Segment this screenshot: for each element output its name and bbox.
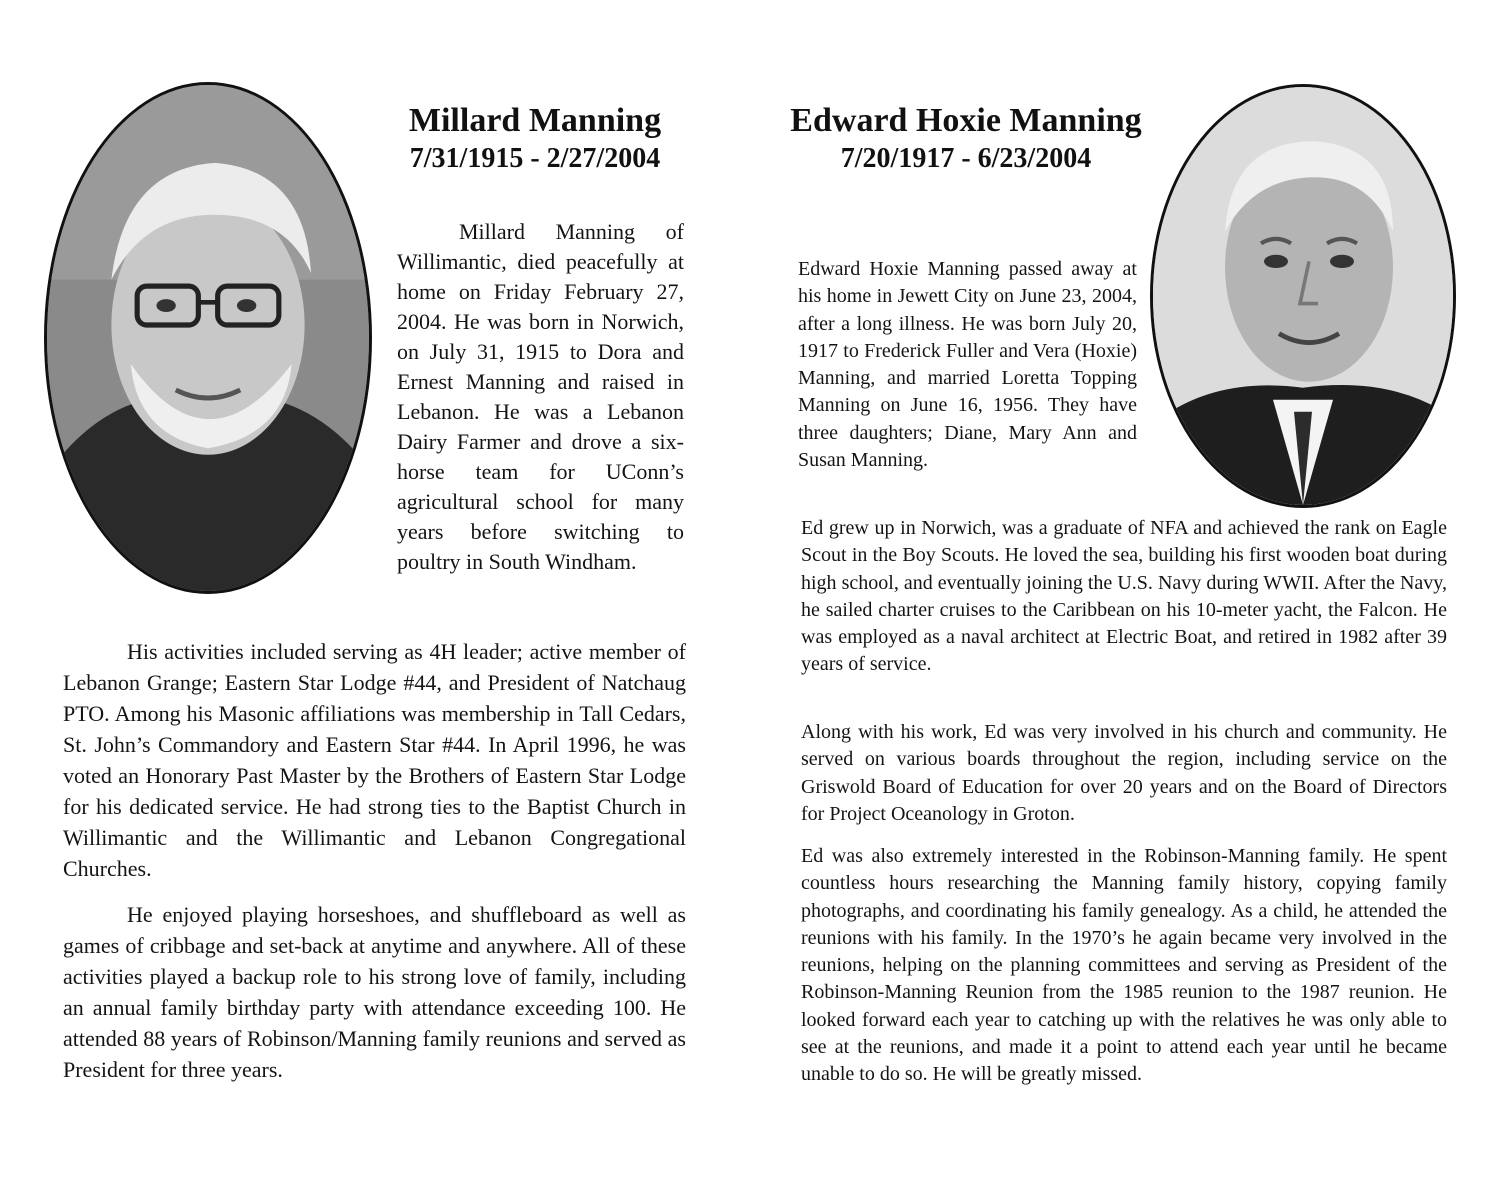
millard-dates-heading: 7/31/1915 - 2/27/2004 [409,143,661,174]
edward-paragraph-3: Along with his work, Ed was very involved in his church and community. He served on various boards throughout the region, including service on the Griswold Board of Education for over 20 years and on the Board of Directors for Project Oceanology in Groton. [801,721,1447,825]
edward-dates-heading: 7/20/1917 - 6/23/2004 [840,143,1092,174]
edward-paragraph-2: Ed grew up in Norwich, was a graduate of NFA and achieved the rank on Eagle Scout in the Boy Scouts. He loved the sea, building his first wooden boat during high school, and eventually joining the U.S. Navy during WWII. After the Navy, he sailed charter cruises to the Caribbean on his 10-meter yacht, the Falcon. He was employed as a naval architect at Electric Boat, and retired in 1982 after 39 years of service. [801,517,1447,676]
edward-paragraph-4: Ed was also extremely interested in the Robinson-Manning family. He spent countless hours researching the Manning family history, copying family photographs, and coordinating his family genealogy. As a child, he attended the reunions with his family. In the 1970’s he again became very involved in the reunions, helping on the planning committees and serving as President of the Robinson-Manning Reunion from the 1985 reunion to the 1987 reunion. He looked forward each year to catching up with the relatives he was only able to see at the reunions, and made it a point to attend each year until he became unable to do so. He will be greatly missed. [801,845,1447,1086]
portrait-photo-edward [1150,84,1456,508]
millard-name-heading: Millard Manning [408,102,662,139]
portrait-illustration-millard [47,85,369,591]
millard-paragraph-2: His activities included serving as 4H leader; active member of Lebanon Grange; Eastern Star Lodge #44, and President of Natchaug PTO. Among his Masonic affiliations was membership in Tall Cedars, St. John’s Commandory and Eastern Star #44. In April 1996, he was voted an Honorary Past Master by the Brothers of Eastern Star Lodge for his dedicated service. He had strong ties to the Baptist Church in Willimantic and the Willimantic and Lebanon Congregational Churches. [63,639,686,881]
millard-paragraph-1: Millard Manning of Willimantic, died peacefully at home on Friday February 27, 2004. He was born in Norwich, on July 31, 1915 to Dora and Ernest Manning and raised in Lebanon. He was a Lebanon Dairy Farmer and drove a six-horse team for UConn’s agricultural school for many years before switching to poultry in South Windham. [397,219,684,574]
millard-paragraph-3: He enjoyed playing horseshoes, and shuffleboard as well as games of cribbage and set-back at anytime and anywhere. All of these activities played a backup role to his strong love of family, including an annual family birthday party with attendance exceeding 100. He attended 88 years of Robinson/Manning family reunions and served as President for three years. [63,902,686,1082]
edward-name-heading: Edward Hoxie Manning [790,102,1142,139]
edward-paragraph-1: Edward Hoxie Manning passed away at his home in Jewett City on June 23, 2004, after a long illness. He was born July 20, 1917 to Frederick Fuller and Vera (Hoxie) Manning, and married Loretta Topping Manning on June 16, 1956. They have three daughters; Diane, Mary Ann and Susan Manning. [798,258,1137,472]
portrait-photo-millard [44,82,372,594]
portrait-illustration-edward [1153,87,1453,505]
